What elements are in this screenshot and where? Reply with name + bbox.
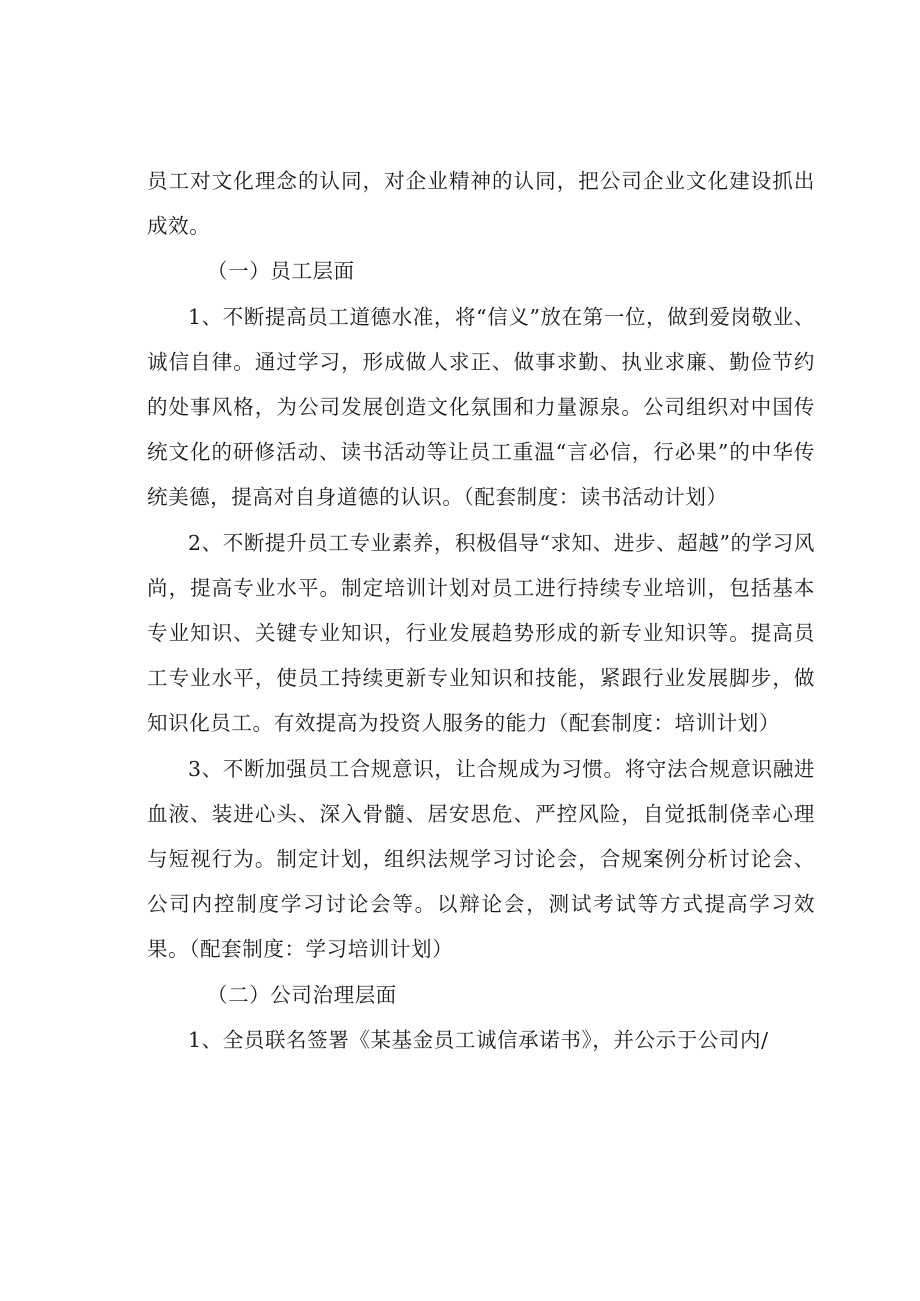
paragraph-continuation: 员工对文化理念的认同，对企业精神的认同，把公司企业文化建设抓出成效。 [147,169,815,239]
paragraph-compliance-awareness: 3、不断加强员工合规意识，让合规成为习惯。将守法合规意识融进血液、装进心头、深入骨髓、居安思危、严控风险，自觉抵制侥幸心理与短视行为。制定计划，组织法规学习讨论会，合规案例分析讨论会、公司内控制度学习讨论会等。以辩论会，测试考试等方式提高学习效果。（配套制度：学习培训计划） [147,756,815,962]
section-heading-employee-level: （一）员工层面 [207,259,355,284]
paragraph-moral-standards: 1、不断提高员工道德水准，将“信义”放在第一位，做到爱岗敬业、诚信自律。通过学习，形成做人求正、做事求勤、执业求廉、勤俭节约的处事风格，为公司发展创造文化氛围和力量源泉。公司组织对中国传统文化的研修活动、读书活动等让员工重温“言必信，行必果”的中华传统美德，提高对自身道德的认识。（配套制度：读书活动计划） [147,304,815,510]
section-heading-corporate-governance: （二）公司治理层面 [207,982,397,1007]
paragraph-integrity-pledge: 1、全员联名签署《某基金员工诚信承诺书》，并公示于公司内/ [188,1027,769,1052]
document-body [147,159,815,1063]
paragraph-professional-quality: 2、不断提升员工专业素养，积极倡导“求知、进步、超越”的学习风尚，提高专业水平。制定培训计划对员工进行持续专业培训，包括基本专业知识、关键专业知识，行业发展趋势形成的新专业知识等。提高员工专业水平，使员工持续更新专业知识和技能，紧跟行业发展脚步，做知识化员工。有效提高为投资人服务的能力（配套制度：培训计划） [147,530,815,736]
